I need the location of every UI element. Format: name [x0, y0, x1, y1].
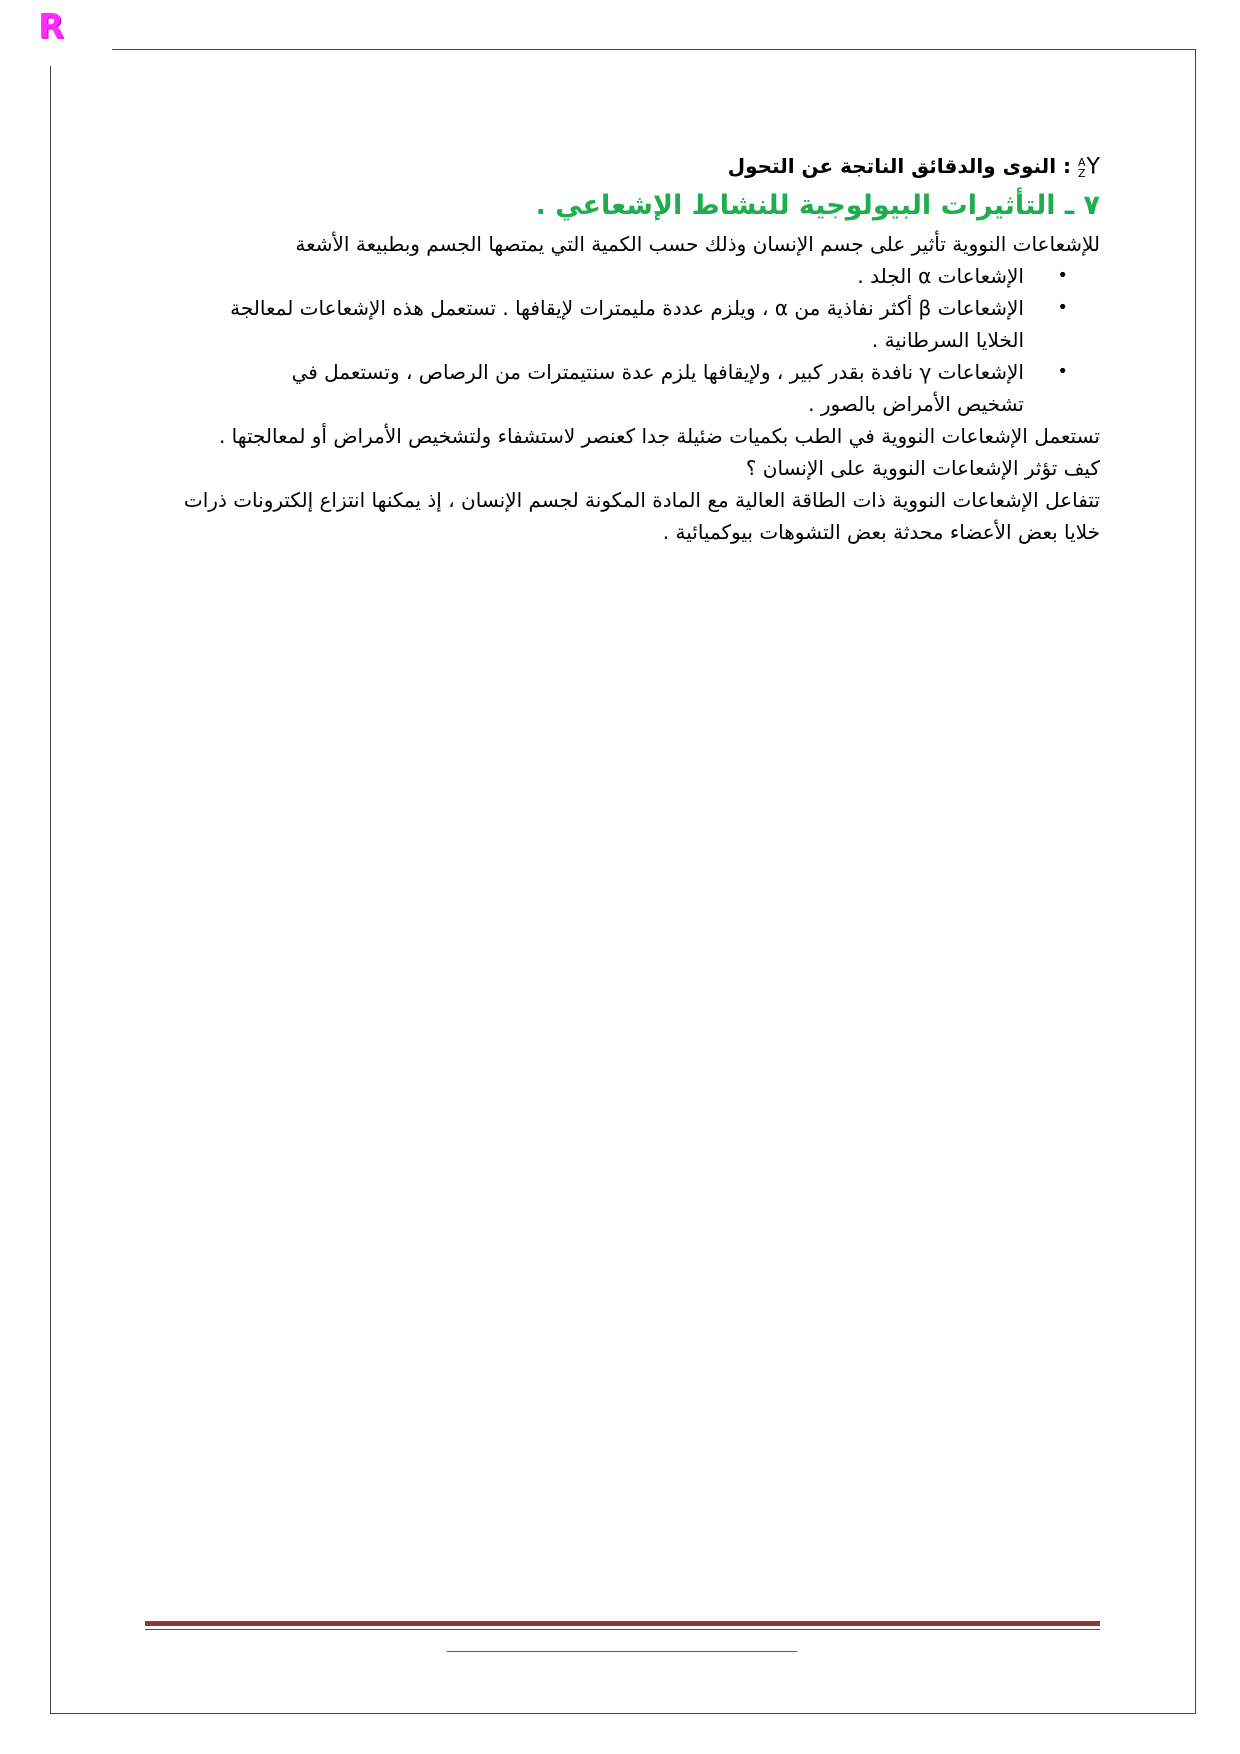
footer-rule [145, 1621, 1100, 1626]
page-frame-right-border [1195, 49, 1196, 1714]
list-item [230, 356, 1068, 420]
bullet-icon: • [1057, 296, 1068, 318]
radiation-types-list [150, 260, 1100, 420]
page-frame-top-border [112, 49, 1196, 50]
list-item [230, 260, 1068, 292]
atomic-number: Z [1078, 166, 1086, 180]
list-item-text: الإشعاعات α الجلد . [857, 263, 1024, 288]
section-heading: ٧ ـ التأثيرات البيولوجية للنشاط الإشعاعي . [535, 189, 1100, 221]
list-item-text: الإشعاعات γ نافدة بقدر كبير ، ولإيقافها يلزم عدة سنتيمترات من الرصاص ، وتستعمل في تشخيص الأمراض بالصور . [291, 359, 1024, 416]
mass-number: A [1078, 155, 1086, 169]
nuclide-label: النوى والدقائق الناتجة عن التحول [727, 154, 1057, 178]
footer-rule-thin [145, 1629, 1100, 1630]
bullet-icon: • [1057, 360, 1068, 382]
document-body [150, 150, 1100, 548]
nuclide-line [150, 150, 1100, 184]
page-frame-left-border [50, 66, 51, 1714]
question-paragraph: كيف تؤثر الإشعاعات النووية على الإنسان ؟ [745, 455, 1100, 480]
list-item [230, 292, 1068, 356]
answer-paragraph: تتفاعل الإشعاعات النووية ذات الطاقة العالية مع المادة المكونة لجسم الإنسان ، إذ يمكنها انتزاع إلكترونات ذرات خلايا بعض الأعضاء محدثة بعض التشوهات بيوكميائية . [183, 487, 1100, 544]
bullet-icon: • [1057, 264, 1068, 286]
intro-paragraph: للإشعاعات النووية تأثير على جسم الإنسان وذلك حسب الكمية التي يمتصها الجسم وبطبيعة الأشعة [295, 231, 1100, 256]
medical-use-paragraph: تستعمل الإشعاعات النووية في الطب بكميات ضئيلة جدا كعنصر لاستشفاء ولتشخيص الأمراض أو لمعالجتها . [218, 423, 1100, 448]
list-item-text: الإشعاعات β أكثر نفاذية من α ، ويلزم عددة مليمترات لإيقافها . تستعمل هذه الإشعاعات لمعالجة الخلايا السرطانية . [230, 295, 1024, 352]
footer-link-underline[interactable] [447, 1651, 797, 1652]
page-frame-bottom-border [50, 1713, 1196, 1714]
element-symbol: Y [1086, 154, 1100, 180]
logo: R [38, 7, 65, 47]
nuclide-notation [1078, 150, 1100, 184]
nuclide-separator: : [1056, 154, 1078, 178]
